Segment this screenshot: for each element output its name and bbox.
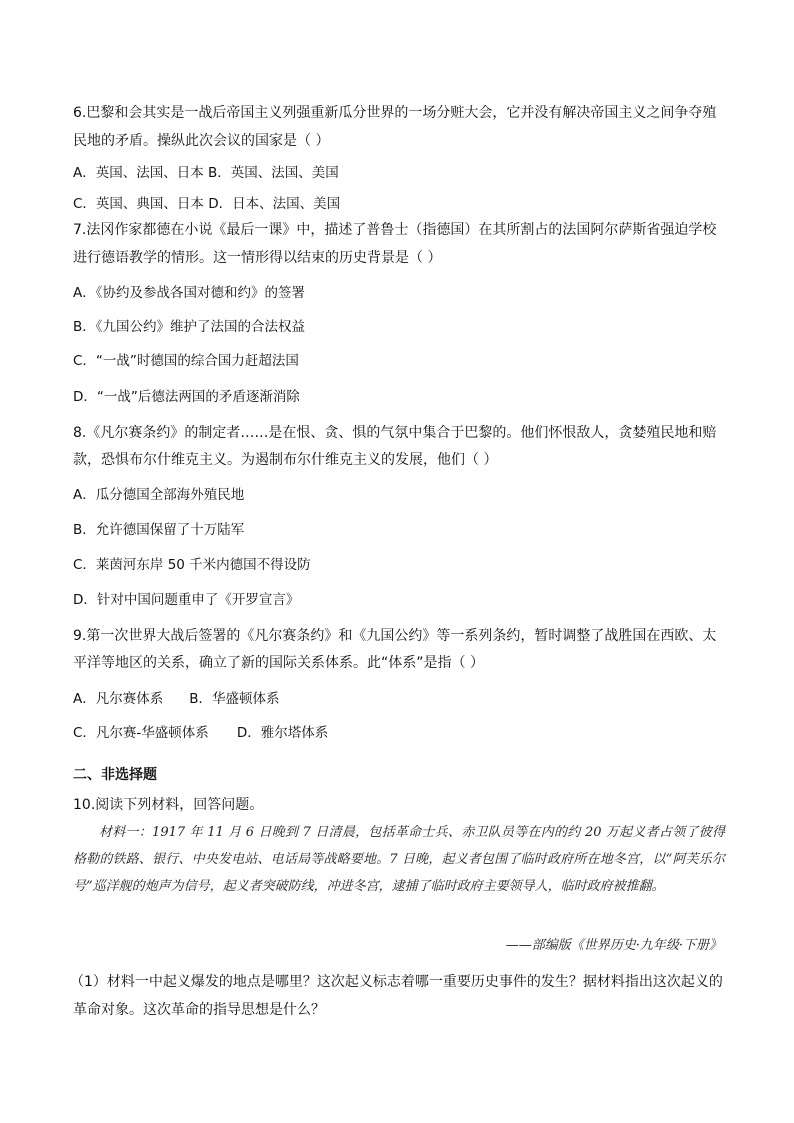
- q10-stem: 10.阅读下列材料，回答问题。: [73, 797, 264, 813]
- q6-options-line1: A．英国、法国、日本 B．英国、法国、美国: [73, 165, 339, 181]
- q9-option-c: C．凡尔赛-华盛顿体系: [73, 725, 209, 741]
- q8-stem-line1: 8.《凡尔赛条约》的制定者……是在恨、贪、惧的气氛中集合于巴黎的。他们怀恨敌人，贪婪殖民地和赔: [73, 425, 717, 441]
- q9-stem-line1: 9.第一次世界大战后签署的《凡尔赛条约》和《九国公约》等一系列条约，暂时调整了战胜国在西欧、太: [73, 628, 717, 644]
- q7-option-b: B．《九国公约》维护了法国的合法权益: [73, 319, 306, 335]
- q9-options-row2: [73, 723, 734, 743]
- q9-option-b: B．华盛顿体系: [189, 691, 280, 707]
- q7-option-c: C．“一战”时德国的综合国力赶超法国: [73, 353, 299, 369]
- q10-material: 材料一：1917 年 11 月 6 日晚到 7 日清晨，包括革命士兵、赤卫队员等在内的约 20 万起义者占领了彼得格勒的铁路、银行、中央发电站、电话局等战略要地。7 日晚，起义者包围了临时政府所在地冬宫，以“阿芙乐尔号”巡洋舰的炮声为信号，起义者突破防线，冲进冬宫，逮捕了临时政府主要领导人，临时政府被推翻。: [73, 825, 725, 894]
- q7-stem-line2: 进行德语教学的情形。这一情形得以结束的历史背景是（ ）: [73, 250, 442, 266]
- q8-option-b: B．允许德国保留了十万陆军: [73, 522, 245, 538]
- q7-option-d: D．“一战”后德法两国的矛盾逐渐消除: [73, 389, 300, 405]
- q8-option-d: D．针对中国问题重申了《开罗宣言》: [73, 592, 300, 608]
- section-heading: 二、非选择题: [73, 767, 157, 783]
- q6-options-line2: C．英国、典国、日本 D．日本、法国、美国: [73, 196, 341, 212]
- q6-stem-line2: 民地的矛盾。操纵此次会议的国家是（ ）: [73, 133, 330, 149]
- q10-sub1-line2: 革命对象。这次革命的指导思想是什么？: [73, 1002, 325, 1018]
- q8-stem-line2: 款，恐惧布尔什维克主义。为遏制布尔什维克主义的发展，他们（ ）: [73, 452, 498, 468]
- q8-option-c: C．莱茵河东岸 50 千米内德国不得设防: [73, 557, 311, 573]
- q9-option-a: A．凡尔赛体系: [73, 691, 164, 707]
- q7-option-a: A．《协约及参战各国对德和约》的签署: [73, 285, 305, 301]
- q10-source: ——部编版《世界历史·九年级·下册》: [505, 938, 722, 953]
- q8-option-a: A．瓜分德国全部海外殖民地: [73, 487, 245, 503]
- q9-stem-line2: 平洋等地区的关系，确立了新的国际关系体系。此“体系”是指（ ）: [73, 655, 484, 671]
- q9-option-d: D．雅尔塔体系: [236, 725, 329, 741]
- q7-stem-line1: 7.法冈作家都德在小说《最后一课》中，描述了普鲁士（指德国）在其所割占的法国阿尔萨斯省强迫学校: [73, 222, 717, 238]
- q9-options-row1: [73, 689, 734, 709]
- q6-stem-line1: 6.巴黎和会其实是一战后帝国主义列强重新瓜分世界的一场分赃大会，它并没有解决帝国主义之间争夺殖: [73, 105, 717, 121]
- q10-sub1-line1: （1）材料一中起义爆发的地点是哪里？这次起义标志着哪一重要历史事件的发生？据材料指出这次起义的: [70, 974, 723, 990]
